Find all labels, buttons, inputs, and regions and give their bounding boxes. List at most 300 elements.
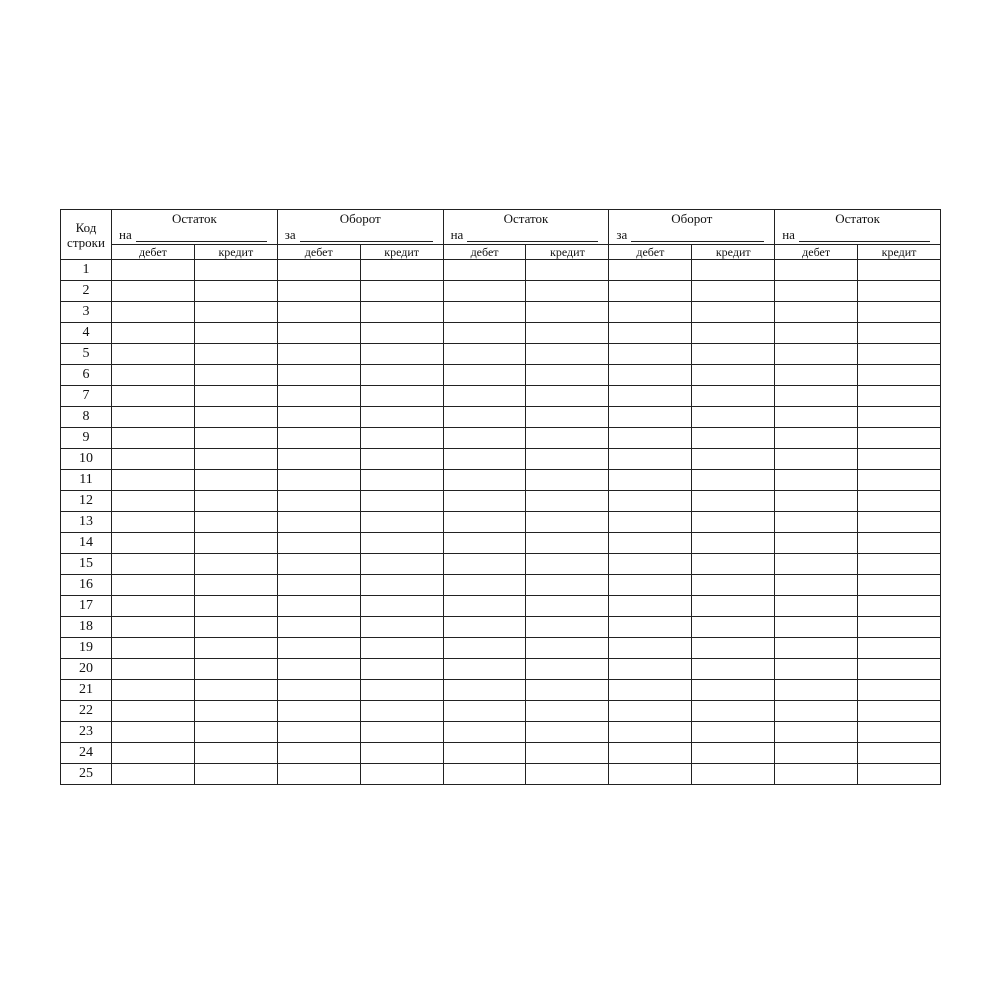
credit-cell[interactable] xyxy=(858,512,941,533)
debit-cell[interactable] xyxy=(277,680,360,701)
credit-cell[interactable] xyxy=(692,722,775,743)
credit-cell[interactable] xyxy=(360,575,443,596)
debit-cell[interactable] xyxy=(277,659,360,680)
credit-cell[interactable] xyxy=(194,764,277,785)
debit-header: дебет xyxy=(609,245,692,260)
debit-cell[interactable] xyxy=(609,365,692,386)
credit-cell[interactable] xyxy=(692,470,775,491)
debit-cell[interactable] xyxy=(609,659,692,680)
row-code: 4 xyxy=(61,323,112,344)
debit-cell[interactable] xyxy=(443,764,526,785)
credit-cell[interactable] xyxy=(194,533,277,554)
credit-cell[interactable] xyxy=(526,575,609,596)
credit-cell[interactable] xyxy=(360,554,443,575)
debit-header: дебет xyxy=(775,245,858,260)
debit-cell[interactable] xyxy=(609,575,692,596)
debit-cell[interactable] xyxy=(775,554,858,575)
debit-cell[interactable] xyxy=(277,596,360,617)
credit-cell[interactable] xyxy=(692,449,775,470)
credit-cell[interactable] xyxy=(360,281,443,302)
credit-cell[interactable] xyxy=(692,323,775,344)
debit-cell[interactable] xyxy=(609,428,692,449)
debit-cell[interactable] xyxy=(443,680,526,701)
date-fill-line xyxy=(119,227,267,242)
code-header-line2: строки xyxy=(67,234,105,250)
credit-cell[interactable] xyxy=(360,470,443,491)
table-row xyxy=(61,281,941,302)
debit-cell[interactable] xyxy=(609,407,692,428)
debit-cell[interactable] xyxy=(112,302,195,323)
credit-cell[interactable] xyxy=(858,386,941,407)
credit-cell[interactable] xyxy=(194,617,277,638)
credit-cell[interactable] xyxy=(692,512,775,533)
debit-cell[interactable] xyxy=(277,281,360,302)
credit-cell[interactable] xyxy=(194,722,277,743)
group-prefix: за xyxy=(284,227,296,242)
credit-cell[interactable] xyxy=(360,659,443,680)
debit-cell[interactable] xyxy=(277,575,360,596)
debit-cell[interactable] xyxy=(277,470,360,491)
debit-cell[interactable] xyxy=(443,281,526,302)
debit-cell[interactable] xyxy=(775,323,858,344)
credit-cell[interactable] xyxy=(194,680,277,701)
credit-cell[interactable] xyxy=(526,722,609,743)
debit-cell[interactable] xyxy=(443,323,526,344)
credit-cell[interactable] xyxy=(194,659,277,680)
credit-cell[interactable] xyxy=(858,554,941,575)
credit-cell[interactable] xyxy=(692,575,775,596)
debit-cell[interactable] xyxy=(112,701,195,722)
debit-cell[interactable] xyxy=(775,344,858,365)
debit-cell[interactable] xyxy=(112,659,195,680)
table-row xyxy=(61,323,941,344)
debit-cell[interactable] xyxy=(112,743,195,764)
debit-cell[interactable] xyxy=(443,470,526,491)
debit-cell[interactable] xyxy=(775,407,858,428)
debit-cell[interactable] xyxy=(443,596,526,617)
credit-cell[interactable] xyxy=(360,323,443,344)
debit-cell[interactable] xyxy=(609,638,692,659)
debit-cell[interactable] xyxy=(775,659,858,680)
row-code: 22 xyxy=(61,701,112,722)
debit-cell[interactable] xyxy=(609,533,692,554)
debit-cell[interactable] xyxy=(609,344,692,365)
credit-cell[interactable] xyxy=(360,428,443,449)
row-code: 12 xyxy=(61,491,112,512)
row-code: 1 xyxy=(61,260,112,281)
credit-cell[interactable] xyxy=(526,533,609,554)
debit-cell[interactable] xyxy=(112,491,195,512)
credit-cell[interactable] xyxy=(360,449,443,470)
credit-cell[interactable] xyxy=(858,596,941,617)
debit-cell[interactable] xyxy=(112,449,195,470)
credit-cell[interactable] xyxy=(526,596,609,617)
debit-cell[interactable] xyxy=(609,617,692,638)
credit-cell[interactable] xyxy=(194,260,277,281)
credit-cell[interactable] xyxy=(858,302,941,323)
credit-cell[interactable] xyxy=(526,764,609,785)
table-header xyxy=(61,210,941,260)
credit-cell[interactable] xyxy=(692,680,775,701)
debit-cell[interactable] xyxy=(609,260,692,281)
debit-cell[interactable] xyxy=(609,680,692,701)
credit-cell[interactable] xyxy=(858,407,941,428)
debit-cell[interactable] xyxy=(277,491,360,512)
date-fill-line xyxy=(782,227,930,242)
debit-cell[interactable] xyxy=(775,260,858,281)
debit-cell[interactable] xyxy=(277,407,360,428)
debit-cell[interactable] xyxy=(277,428,360,449)
debit-cell[interactable] xyxy=(775,365,858,386)
debit-cell[interactable] xyxy=(609,470,692,491)
debit-cell[interactable] xyxy=(112,428,195,449)
debit-cell[interactable] xyxy=(277,344,360,365)
credit-cell[interactable] xyxy=(526,638,609,659)
credit-cell[interactable] xyxy=(526,743,609,764)
credit-cell[interactable] xyxy=(194,386,277,407)
debit-cell[interactable] xyxy=(775,533,858,554)
debit-cell[interactable] xyxy=(112,386,195,407)
credit-cell[interactable] xyxy=(360,344,443,365)
credit-cell[interactable] xyxy=(526,659,609,680)
debit-cell[interactable] xyxy=(443,743,526,764)
row-code: 25 xyxy=(61,764,112,785)
credit-cell[interactable] xyxy=(692,533,775,554)
row-code: 20 xyxy=(61,659,112,680)
credit-cell[interactable] xyxy=(858,365,941,386)
debit-cell[interactable] xyxy=(775,491,858,512)
debit-cell[interactable] xyxy=(112,281,195,302)
credit-cell[interactable] xyxy=(360,596,443,617)
debit-cell[interactable] xyxy=(775,638,858,659)
credit-cell[interactable] xyxy=(194,470,277,491)
credit-cell[interactable] xyxy=(858,617,941,638)
debit-cell[interactable] xyxy=(277,617,360,638)
table-row xyxy=(61,512,941,533)
credit-cell[interactable] xyxy=(692,302,775,323)
credit-cell[interactable] xyxy=(858,281,941,302)
debit-cell[interactable] xyxy=(112,470,195,491)
credit-cell[interactable] xyxy=(194,323,277,344)
credit-cell[interactable] xyxy=(692,365,775,386)
table-row xyxy=(61,743,941,764)
debit-cell[interactable] xyxy=(775,743,858,764)
credit-cell[interactable] xyxy=(360,386,443,407)
credit-cell[interactable] xyxy=(194,365,277,386)
table-row xyxy=(61,344,941,365)
credit-cell[interactable] xyxy=(692,281,775,302)
debit-header: дебет xyxy=(277,245,360,260)
debit-cell[interactable] xyxy=(112,680,195,701)
credit-cell[interactable] xyxy=(858,533,941,554)
ledger-form-table xyxy=(60,209,941,785)
blank-date-field[interactable] xyxy=(799,228,930,242)
debit-cell[interactable] xyxy=(112,617,195,638)
debit-cell[interactable] xyxy=(277,554,360,575)
credit-cell[interactable] xyxy=(526,323,609,344)
credit-cell[interactable] xyxy=(692,386,775,407)
credit-cell[interactable] xyxy=(526,617,609,638)
debit-cell[interactable] xyxy=(112,554,195,575)
debit-cell[interactable] xyxy=(609,743,692,764)
debit-cell[interactable] xyxy=(443,617,526,638)
debit-cell[interactable] xyxy=(443,533,526,554)
debit-cell[interactable] xyxy=(775,449,858,470)
credit-cell[interactable] xyxy=(526,407,609,428)
credit-cell[interactable] xyxy=(526,428,609,449)
credit-cell[interactable] xyxy=(526,386,609,407)
credit-cell[interactable] xyxy=(858,638,941,659)
credit-cell[interactable] xyxy=(360,722,443,743)
debit-cell[interactable] xyxy=(112,365,195,386)
group-prefix: за xyxy=(616,227,628,242)
debit-cell[interactable] xyxy=(443,659,526,680)
credit-cell[interactable] xyxy=(858,428,941,449)
credit-cell[interactable] xyxy=(526,365,609,386)
debit-cell[interactable] xyxy=(609,596,692,617)
credit-cell[interactable] xyxy=(194,512,277,533)
credit-cell[interactable] xyxy=(858,680,941,701)
table-row xyxy=(61,428,941,449)
table-row xyxy=(61,659,941,680)
debit-cell[interactable] xyxy=(112,533,195,554)
debit-cell[interactable] xyxy=(112,638,195,659)
row-code: 15 xyxy=(61,554,112,575)
credit-cell[interactable] xyxy=(692,638,775,659)
debit-cell[interactable] xyxy=(609,281,692,302)
credit-cell[interactable] xyxy=(194,701,277,722)
debit-cell[interactable] xyxy=(277,638,360,659)
debit-cell[interactable] xyxy=(443,428,526,449)
credit-cell[interactable] xyxy=(360,764,443,785)
table-row xyxy=(61,260,941,281)
credit-cell[interactable] xyxy=(692,407,775,428)
debit-cell[interactable] xyxy=(609,722,692,743)
debit-cell[interactable] xyxy=(775,596,858,617)
row-code: 19 xyxy=(61,638,112,659)
debit-cell[interactable] xyxy=(277,701,360,722)
debit-cell[interactable] xyxy=(443,722,526,743)
debit-header: дебет xyxy=(112,245,195,260)
table-row xyxy=(61,722,941,743)
debit-cell[interactable] xyxy=(609,302,692,323)
debit-cell[interactable] xyxy=(277,533,360,554)
credit-cell[interactable] xyxy=(858,470,941,491)
credit-cell[interactable] xyxy=(526,260,609,281)
credit-cell[interactable] xyxy=(360,701,443,722)
debit-cell[interactable] xyxy=(443,512,526,533)
credit-cell[interactable] xyxy=(858,743,941,764)
debit-cell[interactable] xyxy=(609,512,692,533)
table-row xyxy=(61,407,941,428)
blank-date-field[interactable] xyxy=(631,228,764,242)
debit-cell[interactable] xyxy=(443,302,526,323)
debit-header: дебет xyxy=(443,245,526,260)
credit-cell[interactable] xyxy=(858,344,941,365)
credit-cell[interactable] xyxy=(858,449,941,470)
credit-cell[interactable] xyxy=(194,449,277,470)
row-code: 11 xyxy=(61,470,112,491)
debit-cell[interactable] xyxy=(112,512,195,533)
debit-cell[interactable] xyxy=(609,764,692,785)
credit-cell[interactable] xyxy=(692,428,775,449)
credit-cell[interactable] xyxy=(692,554,775,575)
debit-cell[interactable] xyxy=(277,449,360,470)
credit-cell[interactable] xyxy=(692,764,775,785)
debit-cell[interactable] xyxy=(775,281,858,302)
blank-date-field[interactable] xyxy=(136,228,267,242)
debit-cell[interactable] xyxy=(609,323,692,344)
credit-cell[interactable] xyxy=(360,260,443,281)
credit-cell[interactable] xyxy=(360,533,443,554)
debit-cell[interactable] xyxy=(112,260,195,281)
debit-cell[interactable] xyxy=(609,701,692,722)
credit-cell[interactable] xyxy=(526,344,609,365)
debit-cell[interactable] xyxy=(112,344,195,365)
debit-cell[interactable] xyxy=(775,701,858,722)
code-header-line1: Код xyxy=(75,219,97,235)
debit-cell[interactable] xyxy=(277,323,360,344)
credit-cell[interactable] xyxy=(526,512,609,533)
debit-cell[interactable] xyxy=(277,743,360,764)
debit-cell[interactable] xyxy=(609,554,692,575)
debit-cell[interactable] xyxy=(609,449,692,470)
credit-cell[interactable] xyxy=(360,680,443,701)
credit-cell[interactable] xyxy=(692,344,775,365)
debit-cell[interactable] xyxy=(443,344,526,365)
debit-cell[interactable] xyxy=(112,722,195,743)
debit-cell[interactable] xyxy=(277,386,360,407)
row-code: 3 xyxy=(61,302,112,323)
row-code: 5 xyxy=(61,344,112,365)
credit-cell[interactable] xyxy=(194,407,277,428)
debit-cell[interactable] xyxy=(443,260,526,281)
code-column-header xyxy=(61,210,112,260)
credit-cell[interactable] xyxy=(692,617,775,638)
credit-cell[interactable] xyxy=(526,449,609,470)
blank-date-field[interactable] xyxy=(300,228,433,242)
group-title: Оборот xyxy=(339,211,381,226)
credit-cell[interactable] xyxy=(692,659,775,680)
credit-cell[interactable] xyxy=(858,260,941,281)
group-header-5 xyxy=(775,210,941,245)
blank-date-field[interactable] xyxy=(467,228,598,242)
credit-cell[interactable] xyxy=(526,491,609,512)
credit-cell[interactable] xyxy=(526,701,609,722)
debit-cell[interactable] xyxy=(277,365,360,386)
credit-cell[interactable] xyxy=(692,491,775,512)
credit-cell[interactable] xyxy=(360,743,443,764)
credit-cell[interactable] xyxy=(360,617,443,638)
debit-cell[interactable] xyxy=(277,512,360,533)
debit-cell[interactable] xyxy=(775,764,858,785)
debit-cell[interactable] xyxy=(443,407,526,428)
debit-cell[interactable] xyxy=(443,365,526,386)
group-title: Оборот xyxy=(671,211,713,226)
table-row xyxy=(61,617,941,638)
debit-cell[interactable] xyxy=(277,302,360,323)
credit-cell[interactable] xyxy=(692,743,775,764)
credit-cell[interactable] xyxy=(526,281,609,302)
credit-cell[interactable] xyxy=(194,428,277,449)
debit-cell[interactable] xyxy=(775,617,858,638)
credit-cell[interactable] xyxy=(858,722,941,743)
credit-cell[interactable] xyxy=(360,302,443,323)
credit-cell[interactable] xyxy=(858,764,941,785)
debit-cell[interactable] xyxy=(775,512,858,533)
credit-cell[interactable] xyxy=(360,407,443,428)
debit-cell[interactable] xyxy=(443,701,526,722)
debit-cell[interactable] xyxy=(443,554,526,575)
credit-cell[interactable] xyxy=(194,344,277,365)
credit-cell[interactable] xyxy=(526,470,609,491)
debit-cell[interactable] xyxy=(112,407,195,428)
credit-cell[interactable] xyxy=(194,491,277,512)
debit-cell[interactable] xyxy=(443,386,526,407)
table-row xyxy=(61,764,941,785)
credit-cell[interactable] xyxy=(526,554,609,575)
credit-cell[interactable] xyxy=(692,260,775,281)
row-code: 6 xyxy=(61,365,112,386)
credit-cell[interactable] xyxy=(194,554,277,575)
debit-cell[interactable] xyxy=(775,428,858,449)
credit-cell[interactable] xyxy=(360,365,443,386)
credit-cell[interactable] xyxy=(360,638,443,659)
credit-cell[interactable] xyxy=(692,701,775,722)
debit-cell[interactable] xyxy=(443,638,526,659)
row-code: 18 xyxy=(61,617,112,638)
debit-cell[interactable] xyxy=(112,575,195,596)
row-code: 9 xyxy=(61,428,112,449)
debit-cell[interactable] xyxy=(443,575,526,596)
credit-cell[interactable] xyxy=(360,512,443,533)
credit-cell[interactable] xyxy=(194,302,277,323)
credit-cell[interactable] xyxy=(858,575,941,596)
credit-cell[interactable] xyxy=(858,323,941,344)
debit-cell[interactable] xyxy=(609,386,692,407)
debit-cell[interactable] xyxy=(277,764,360,785)
credit-cell[interactable] xyxy=(194,743,277,764)
debit-cell[interactable] xyxy=(775,470,858,491)
credit-cell[interactable] xyxy=(526,302,609,323)
debit-cell[interactable] xyxy=(775,722,858,743)
debit-cell[interactable] xyxy=(443,491,526,512)
table-row xyxy=(61,491,941,512)
debit-cell[interactable] xyxy=(112,596,195,617)
debit-cell[interactable] xyxy=(112,764,195,785)
debit-cell[interactable] xyxy=(775,575,858,596)
credit-cell[interactable] xyxy=(526,680,609,701)
credit-cell[interactable] xyxy=(360,491,443,512)
credit-cell[interactable] xyxy=(194,281,277,302)
debit-cell[interactable] xyxy=(443,449,526,470)
row-code: 2 xyxy=(61,281,112,302)
debit-cell[interactable] xyxy=(609,491,692,512)
debit-cell[interactable] xyxy=(112,323,195,344)
debit-cell[interactable] xyxy=(775,302,858,323)
credit-cell[interactable] xyxy=(858,701,941,722)
credit-cell[interactable] xyxy=(194,575,277,596)
debit-cell[interactable] xyxy=(775,680,858,701)
credit-cell[interactable] xyxy=(858,659,941,680)
credit-cell[interactable] xyxy=(692,596,775,617)
credit-cell[interactable] xyxy=(194,596,277,617)
credit-cell[interactable] xyxy=(194,638,277,659)
debit-cell[interactable] xyxy=(277,722,360,743)
debit-cell[interactable] xyxy=(775,386,858,407)
debit-cell[interactable] xyxy=(277,260,360,281)
credit-cell[interactable] xyxy=(858,491,941,512)
